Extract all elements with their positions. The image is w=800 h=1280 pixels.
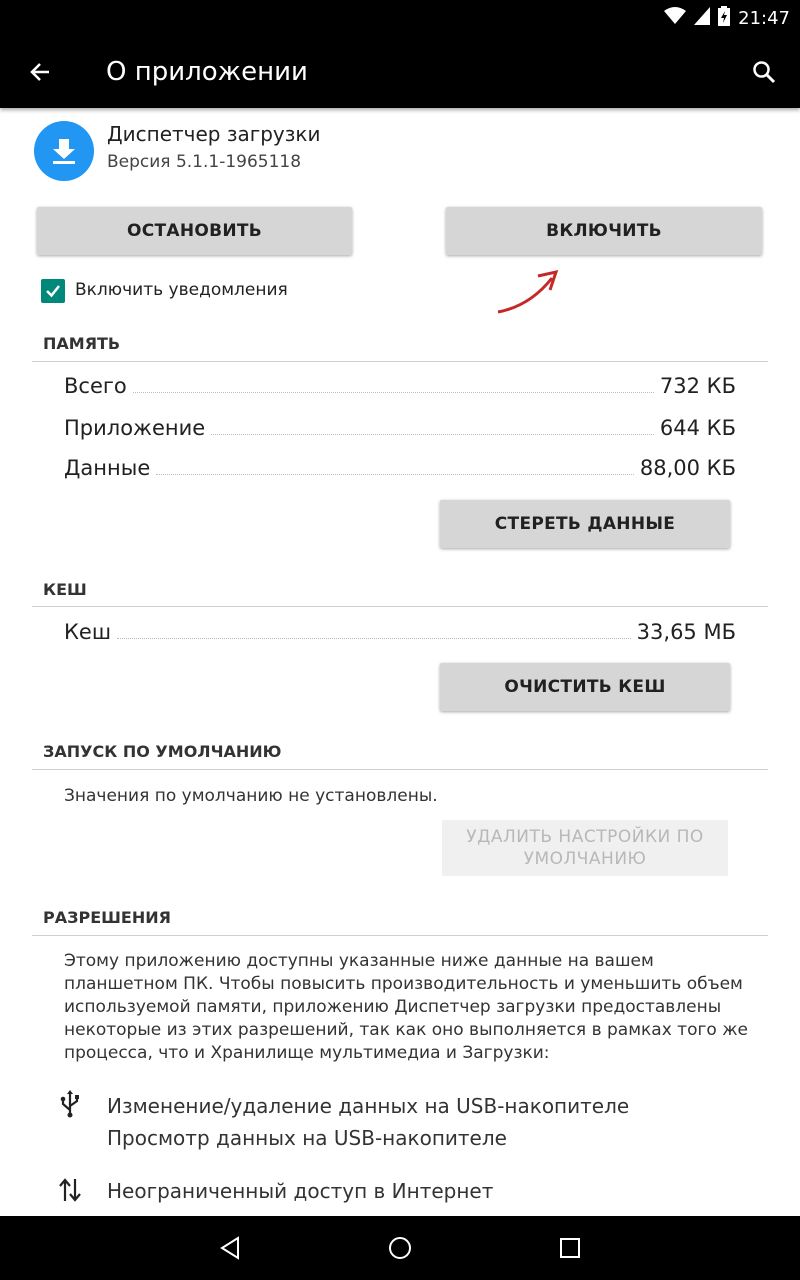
app-toolbar (0, 36, 800, 108)
notifications-label[interactable]: Включить уведомления (75, 280, 288, 300)
battery-icon (718, 6, 730, 31)
divider (32, 361, 768, 362)
notifications-checkbox[interactable] (41, 279, 65, 303)
divider (32, 935, 768, 936)
storage-row-app (64, 416, 736, 446)
defaults-status-text: Значения по умолчанию не установлены. (64, 786, 438, 806)
network-arrows-icon (56, 1176, 84, 1204)
wifi-icon (664, 7, 686, 30)
launch-default-header: ЗАПУСК ПО УМОЛЧАНИЮ (43, 742, 282, 761)
app-info-content[interactable] (0, 108, 800, 1216)
permission-line: Просмотр данных на USB-накопителе (107, 1126, 507, 1150)
search-icon[interactable] (748, 56, 780, 88)
permission-line: Изменение/удаление данных на USB-накопителе (107, 1094, 630, 1118)
permission-line: Неограниченный доступ в Интернет (107, 1179, 494, 1203)
red-arrow-annotation (490, 266, 570, 318)
storage-row-data (64, 456, 736, 486)
nav-recents-icon[interactable] (552, 1230, 588, 1266)
clear-data-button[interactable]: СТЕРЕТЬ ДАННЫЕ (440, 500, 730, 548)
row-leader (133, 374, 654, 393)
row-value: 732 КБ (659, 374, 736, 398)
row-value: 88,00 КБ (639, 456, 736, 480)
storage-row-total (64, 374, 736, 404)
download-icon (34, 121, 94, 181)
divider (32, 769, 768, 770)
stop-button[interactable]: ОСТАНОВИТЬ (37, 207, 352, 255)
navigation-bar (0, 1216, 800, 1280)
page-title: О приложении (106, 57, 308, 87)
row-leader (156, 456, 634, 475)
clock: 21:47 (738, 7, 790, 29)
nav-back-icon[interactable] (212, 1230, 248, 1266)
arrow-left-icon[interactable] (24, 56, 56, 88)
check-icon (44, 282, 62, 300)
row-value: 644 КБ (659, 416, 736, 440)
row-label: Приложение (64, 416, 206, 440)
storage-header: ПАМЯТЬ (43, 334, 121, 353)
cache-header: КЕШ (43, 580, 87, 599)
enable-button[interactable]: ВКЛЮЧИТЬ (446, 207, 762, 255)
clear-cache-button[interactable]: ОЧИСТИТЬ КЕШ (440, 663, 730, 711)
permissions-header: РАЗРЕШЕНИЯ (43, 908, 171, 927)
cache-row (64, 620, 736, 650)
app-version: Версия 5.1.1-1965118 (107, 152, 302, 172)
nav-home-icon[interactable] (382, 1230, 418, 1266)
row-leader (211, 416, 654, 435)
status-bar (0, 0, 800, 36)
row-value: 33,65 МБ (636, 620, 736, 644)
divider (32, 606, 768, 607)
app-name: Диспетчер загрузки (107, 122, 321, 146)
clear-defaults-button[interactable]: УДАЛИТЬ НАСТРОЙКИ ПО УМОЛЧАНИЮ (442, 820, 728, 876)
row-leader (117, 620, 631, 639)
permissions-description: Этому приложению доступны указанные ниже данные на вашем планшетном ПК. Чтобы повысить производительность и уменьшить объем используемой памяти, приложению Диспетчер загрузки предоставлены некоторые из этих разрешений, так как оно выполняется в рамках того же процесса, что и Хранилище мультимедиа и Загрузки: (64, 951, 748, 1063)
row-label: Всего (64, 374, 127, 398)
row-label: Данные (64, 456, 151, 480)
usb-icon (56, 1090, 84, 1118)
signal-icon (694, 7, 710, 30)
row-label: Кеш (64, 620, 112, 644)
status-icons (664, 6, 790, 30)
